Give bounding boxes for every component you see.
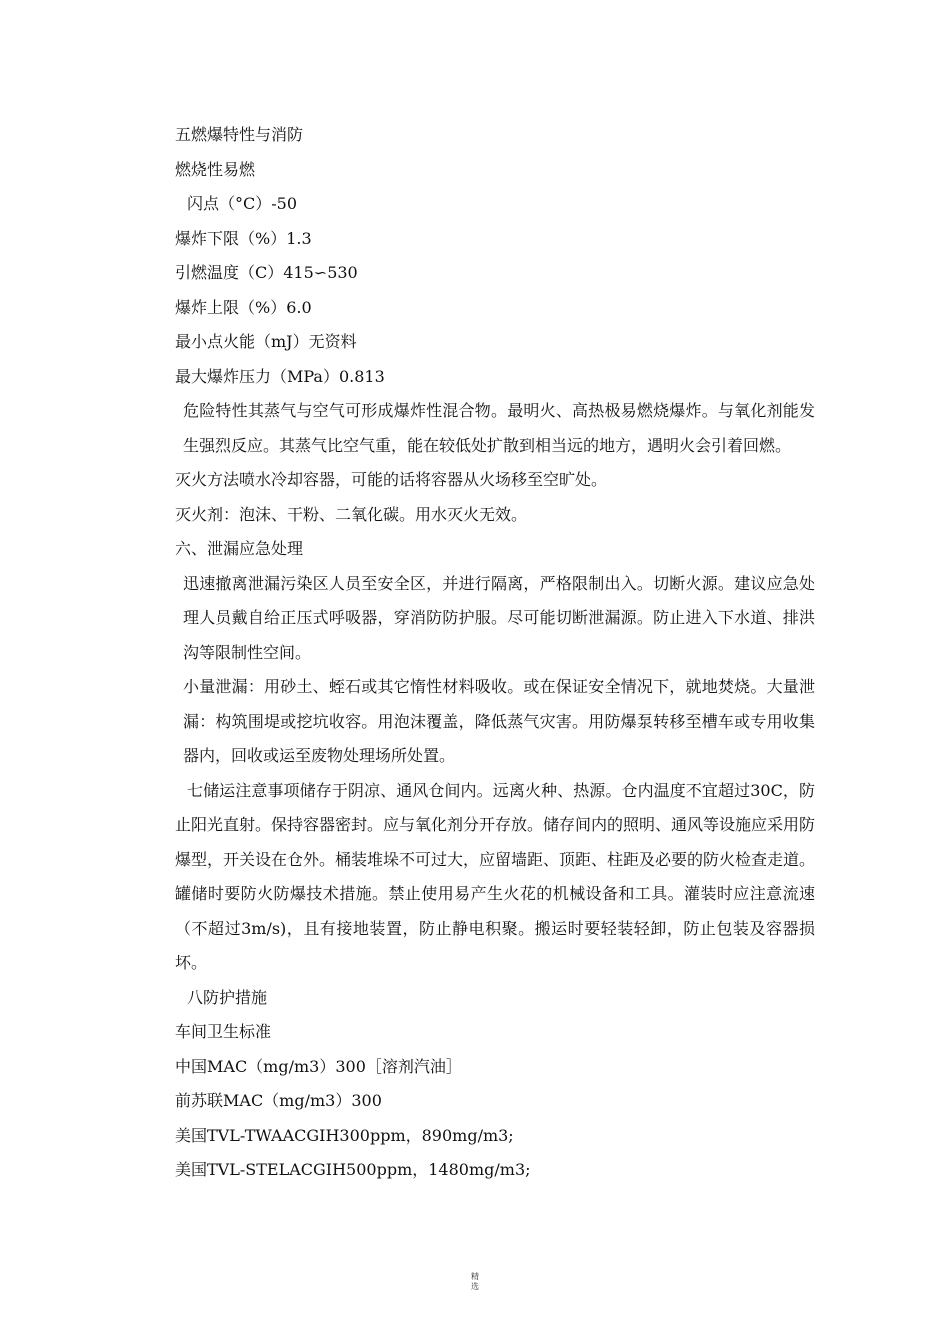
workshop-standard-line: 车间卫生标准 (175, 1022, 272, 1041)
storage-transport-paragraph (175, 774, 815, 981)
footer-char-1: 精 (471, 1272, 479, 1281)
leak-response-paragraph: 迅速撤离泄漏污染区人员至安全区，并进行隔离，严格限制出入。切断火源。建议应急处理人员戴自给正压式呼吸器，穿消防防护服。尽可能切断泄漏源。防止进入下水道、排洪沟等限制性空间。 (183, 573, 815, 662)
section-heading-combustion: 五燃爆特性与消防 (175, 125, 304, 144)
section-heading-leak: 六、泄漏应急处理 (175, 539, 304, 558)
max-explosion-pressure-line: 最大爆炸压力（MPa）0.813 (175, 366, 385, 386)
flash-point-line: 闪点（°C）-50 (187, 194, 298, 213)
us-stel-line: 美国TVL-STELACGIH500ppm，1480mg/m3; (175, 1160, 531, 1179)
document-body (175, 118, 815, 1188)
storage-transport-text: 七储运注意事项储存于阴凉、通风仓间内。远离火种、热源。仓内温度不宜超过30C，防止阳光直射。保持容器密封。应与氧化剂分开存放。储存间内的照明、通风等设施应采用防爆型，开关设在仓外。桶装堆垛不可过大，应留墙距、顶距、柱距及必要的防火检查走道。罐储时要防火防爆技术措施。禁止使用易产生火花的机械设备和工具。灌装时应注意流速（不超过3m/s)，且有接地装置，防止静电积聚。搬运时要轻装轻卸，防止包装及容器损坏。 (175, 780, 816, 972)
ussr-mac-line: 前苏联MAC（mg/m3）300 (175, 1091, 382, 1110)
min-ignition-energy-line: 最小点火能（mJ）无资料 (175, 332, 357, 351)
section-heading-protection: 八防护措施 (187, 987, 268, 1007)
fire-fighting-method-line: 灭火方法喷水冷却容器，可能的话将容器从火场移至空旷处。 (175, 470, 608, 489)
ignition-temperature-line: 引燃温度（C）415∽530 (175, 263, 358, 282)
danger-characteristics-paragraph: 危险特性其蒸气与空气可形成爆炸性混合物。最明火、高热极易燃烧爆炸。与氧化剂能发生强烈反应。其蒸气比空气重，能在较低处扩散到相当远的地方，遇明火会引着回燃。 (183, 401, 815, 455)
leak-handling-paragraph: 小量泄漏：用砂土、蛭石或其它惰性材料吸收。或在保证安全情况下，就地焚烧。大量泄漏：构筑围堤或挖坑收容。用泡沫覆盖，降低蒸气灾害。用防爆泵转移至槽车或专用收集器内，回收或运至废物处理场所处置。 (183, 677, 815, 765)
footer-char-2: 选 (471, 1282, 479, 1291)
upper-explosion-limit-line: 爆炸上限（%）6.0 (175, 297, 312, 317)
extinguishing-agent-line: 灭火剂：泡沫、干粉、二氧化碳。用水灭火无效。 (175, 504, 528, 524)
us-twa-line: 美国TVL-TWAACGIH300ppm，890mg/m3; (175, 1125, 514, 1145)
china-mac-line: 中国MAC（mg/m3）300［溶剂汽油］ (175, 1056, 462, 1076)
page-footer (0, 1272, 950, 1292)
flammability-line: 燃烧性易燃 (175, 159, 256, 179)
lower-explosion-limit-line: 爆炸下限（%）1.3 (175, 228, 312, 248)
